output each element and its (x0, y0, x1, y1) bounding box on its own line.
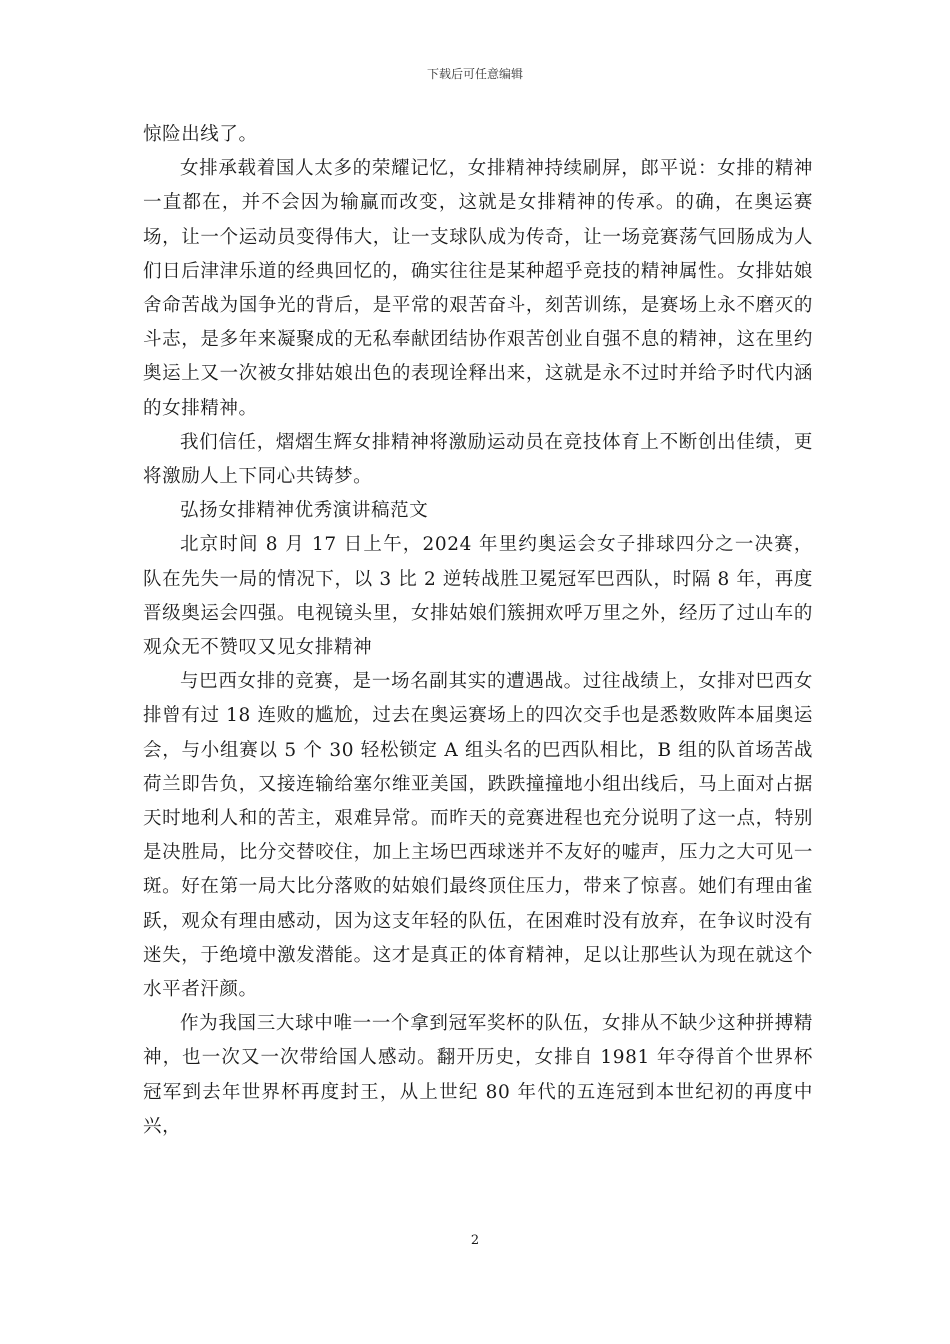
paragraph: 作为我国三大球中唯一一个拿到冠军奖杯的队伍，女排从不缺少这种拼搏精神，也一次又一次带给国人感动。翻开历史，女排自 1981 年夺得首个世界杯冠军到去年世界杯再度封王，从上世纪 80 年代的五连冠到本世纪初的再度中兴， (143, 1013, 813, 1137)
paragraph-continuation: 惊险出线了。 (143, 124, 258, 145)
paragraph: 北京时间 8 月 17 日上午，2024 年里约奥运会女子排球四分之一决赛，队在先失一局的情况下，以 3 比 2 逆转战胜卫冕冠军巴西队，时隔 8 年，再度晋级奥运会四强。电视镜头里，女排姑娘们簇拥欢呼万里之外，经历了过山车的观众无不赞叹又见女排精神 (143, 534, 813, 659)
paragraph: 与巴西女排的竞赛，是一场名副其实的遭遇战。过往战绩上，女排对巴西女排曾有过 18 连败的尴尬，过去在奥运赛场上的四次交手也是悉数败阵本届奥运会，与小组赛以 5 个 30 轻松锁定 A 组头名的巴西队相比，B 组的队首场苦战荷兰即告负，又接连输给塞尔维亚美国，跌跌撞撞地小组出线后，马上面对占据天时地利人和的苦主，艰难异常。而昨天的竞赛进程也充分说明了这一点，特别是决胜局，比分交替咬住，加上主场巴西球迷并不友好的嘘声，压力之大可见一斑。好在第一局大比分落败的姑娘们最终顶住压力，带来了惊喜。她们有理由雀跃，观众有理由感动，因为这支年轻的队伍，在困难时没有放弃，在争议时没有迷失，于绝境中激发潜能。这才是真正的体育精神，足以让那些认为现在就这个水平者汗颜。 (143, 671, 813, 1001)
paragraph: 女排承载着国人太多的荣耀记忆，女排精神持续刷屏，郎平说：女排的精神一直都在，并不会因为输赢而改变，这就是女排精神的传承。的确，在奥运赛场，让一个运动员变得伟大，让一支球队成为传奇，让一场竞赛荡气回肠成为人们日后津津乐道的经典回忆的，确实往往是某种超乎竞技的精神属性。女排姑娘舍命苦战为国争光的背后，是平常的艰苦奋斗，刻苦训练，是赛场上永不磨灭的斗志，是多年来凝聚成的无私奉献团结协作艰苦创业自强不息的精神，这在里约奥运上又一次被女排姑娘出色的表现诠释出来，这就是永不过时并给予时代内涵的女排精神。 (143, 158, 813, 419)
page-number: 2 (470, 1233, 480, 1248)
page-header: 下载后可任意编辑 (426, 67, 523, 81)
section-heading: 弘扬女排精神优秀演讲稿范文 (180, 500, 429, 522)
paragraph: 我们信任，熠熠生辉女排精神将激励运动员在竞技体育上不断创出佳绩，更将激励人上下同心共铸梦。 (143, 431, 813, 488)
document-body (143, 118, 813, 1144)
